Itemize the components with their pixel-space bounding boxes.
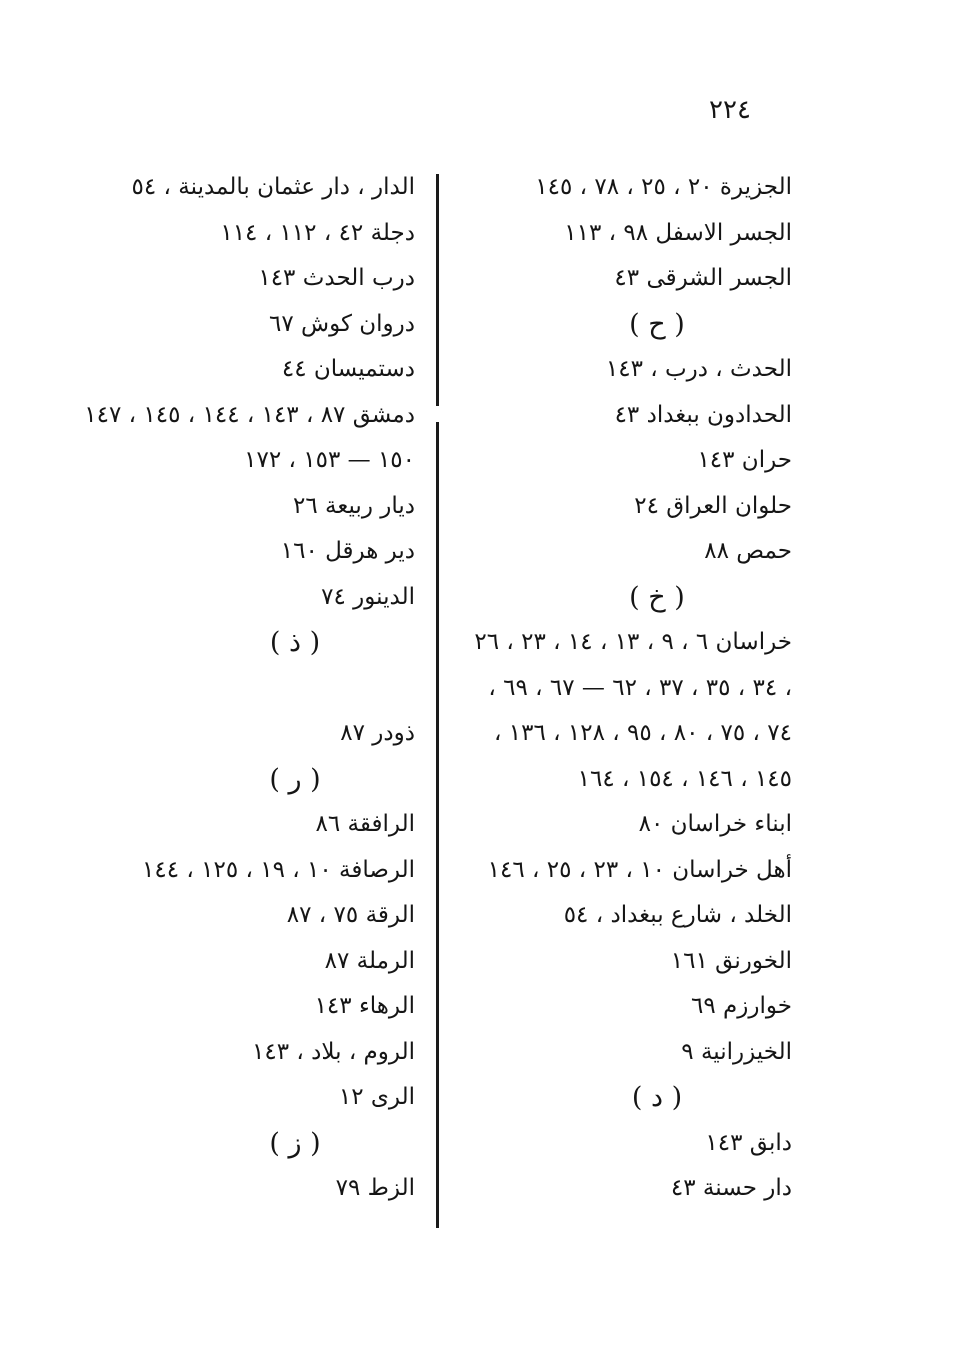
index-entry: الدار ، دار عثمان بالمدينة ، ٥٤: [131, 174, 415, 200]
index-entry: ذودر ٨٧: [340, 720, 415, 746]
index-entry: الجزيرة ٢٠ ، ٢٥ ، ٧٨ ، ١٤٥: [535, 174, 792, 200]
index-column-left: [55, 165, 415, 1212]
section-heading: ( د ): [631, 1082, 683, 1113]
index-entry: الجسر الشرقى ٤٣: [614, 265, 792, 291]
index-entry: ابناء خراسان ٨٠: [638, 811, 792, 837]
index-entry: حران ١٤٣: [697, 447, 792, 473]
index-entry: ٧٤ ، ٧٥ ، ٨٠ ، ٩٥ ، ١٢٨ ، ١٣٦ ،: [494, 720, 792, 746]
index-entry: ١٤٥ ، ١٤٦ ، ١٥٤ ، ١٦٤: [577, 765, 792, 792]
index-entry: الرافقة ٨٦: [315, 811, 415, 837]
index-column-right: [452, 165, 792, 1212]
index-entry: دار حسنة ٤٣: [670, 1175, 792, 1201]
index-entry: حلوان العراق ٢٤: [634, 492, 792, 519]
index-entry: دروان كوش ٦٧: [269, 310, 415, 337]
section-heading: ( ر ): [269, 763, 321, 795]
index-entry: الرهاء ١٤٣: [314, 993, 415, 1019]
section-heading: ( ذ ): [269, 627, 321, 658]
index-entry: دمشق ٨٧ ، ١٤٣ ، ١٤٤ ، ١٤٥ ، ١٤٧: [84, 401, 415, 428]
index-entry: دجلة ٤٢ ، ١١٢ ، ١١٤: [220, 219, 415, 246]
blank-line: [55, 666, 415, 712]
index-entry: ، ٣٤ ، ٣٥ ، ٣٧ ، ٦٢ — ٦٧ ، ٦٩ ،: [488, 674, 792, 701]
column-divider-lower: [436, 422, 439, 1228]
index-entry: أهل خراسان ١٠ ، ٢٣ ، ٢٥ ، ١٤٦: [487, 856, 792, 883]
index-entry: الخيزرانية ٩: [681, 1038, 792, 1065]
index-entry: دابق ١٤٣: [705, 1129, 792, 1156]
column-divider-upper: [436, 174, 439, 406]
index-entry: الخورنق ١٦١: [670, 947, 792, 974]
section-heading: ( ز ): [269, 1127, 321, 1159]
page-number: ٢٢٤: [709, 95, 751, 125]
index-entry: الرقة ٧٥ ، ٨٧: [286, 902, 415, 928]
index-entry: حمص ٨٨: [704, 538, 792, 564]
section-heading: ( ح ): [629, 308, 685, 340]
index-entry: الخلد ، شارع ببغداد ، ٥٤: [563, 902, 792, 928]
index-entry: الروم ، بلاد ، ١٤٣: [252, 1038, 415, 1065]
index-entry: الحدث ، درب ، ١٤٣: [605, 356, 792, 382]
section-heading: ( خ ): [629, 581, 685, 613]
index-entry: الرملة ٨٧: [324, 947, 415, 974]
index-entry: ١٥٠ — ١٥٣ ، ١٧٢: [244, 447, 415, 473]
index-entry: الجسر الاسفل ٩٨ ، ١١٣: [564, 219, 792, 246]
index-entry: درب الحدث ١٤٣: [258, 265, 415, 291]
index-entry: الحدادون ببغداد ٤٣: [614, 401, 792, 428]
index-entry: خوارزم ٦٩: [691, 993, 792, 1019]
index-entry: الزط ٧٩: [335, 1175, 415, 1201]
index-entry: ديار ربيعة ٢٦: [293, 492, 415, 519]
index-entry: دير هرقل ١٦٠: [280, 538, 415, 564]
index-entry: الرصافة ١٠ ، ١٩ ، ١٢٥ ، ١٤٤: [142, 856, 415, 883]
index-entry: الدينور ٧٤: [321, 583, 415, 610]
index-entry: الرى ١٢: [338, 1084, 415, 1110]
index-entry: خراسان ٦ ، ٩ ، ١٣ ، ١٤ ، ٢٣ ، ٢٦: [474, 629, 792, 655]
index-entry: دستميسان ٤٤: [281, 356, 415, 382]
